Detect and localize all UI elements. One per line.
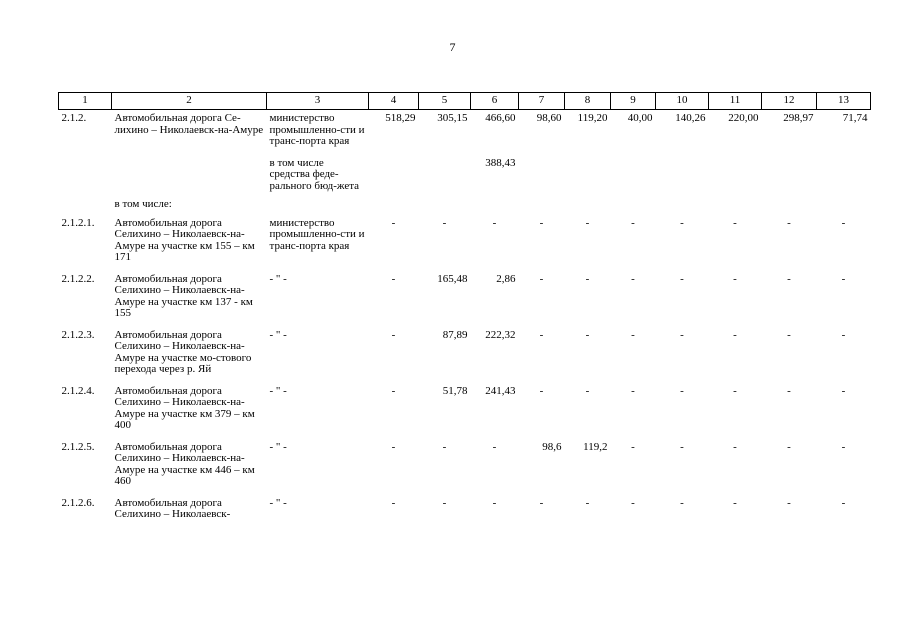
table-cell (762, 154, 817, 196)
table-cell (519, 195, 565, 214)
table-cell: - (787, 216, 791, 229)
table-cell: - (841, 384, 846, 397)
table-cell: 2.1.2. (61, 112, 87, 124)
column-header: 2 (112, 93, 267, 110)
table-cell: - (539, 496, 544, 509)
table-row (59, 382, 871, 438)
table-cell: 119,20 (577, 112, 608, 124)
table-cell: - (585, 272, 590, 285)
column-header: 9 (611, 93, 656, 110)
table-cell (565, 195, 611, 214)
table-cell: - (680, 272, 684, 285)
table-cell (709, 154, 762, 196)
table-cell: 98,60 (536, 112, 562, 124)
table-cell: - (631, 216, 635, 229)
table-cell (419, 154, 471, 196)
column-header: 5 (419, 93, 471, 110)
table-row (59, 326, 871, 382)
table-cell: Автомобильная дорога Се-лихино – Николаевск-на-Амуре (114, 112, 264, 136)
table-cell: 71,74 (842, 112, 868, 124)
table-row (59, 438, 871, 494)
table-cell: 2.1.2.1. (61, 216, 95, 229)
table-cell: Автомобильная дорога Селихино – Николаевск-на-Амуре на участке км 137 - км 155 (114, 272, 253, 319)
table-cell: - (787, 496, 791, 509)
table-cell: - (841, 272, 846, 285)
table-cell (656, 195, 709, 214)
table-cell (611, 154, 656, 196)
table-cell: - (733, 216, 737, 229)
table-cell: 140,26 (675, 112, 706, 124)
table-cell: 518,29 (385, 112, 416, 124)
table-cell: - (787, 440, 791, 453)
table-cell (565, 154, 611, 196)
table-cell: 40,00 (627, 112, 653, 124)
table-cell: - (631, 496, 635, 509)
column-header: 12 (762, 93, 817, 110)
table-cell: - " - (269, 328, 287, 341)
table-cell: 220,00 (728, 112, 759, 124)
table-cell: 241,43 (485, 384, 516, 397)
table-cell: - (787, 272, 791, 285)
table-cell: - (391, 272, 396, 285)
column-header: 1 (59, 93, 112, 110)
table-cell: - " - (269, 496, 287, 509)
table-header-row (59, 93, 871, 110)
table-cell: - (841, 216, 846, 229)
table-cell: - (442, 496, 447, 509)
table-cell: 98,6 (542, 440, 562, 453)
table-cell: - (631, 328, 635, 341)
table-cell (59, 154, 112, 196)
table-cell: 2.1.2.6. (61, 496, 95, 509)
table-cell: 2.1.2.4. (61, 384, 95, 397)
table-cell: - (391, 328, 396, 341)
table-cell: - " - (269, 440, 287, 453)
table-cell: 165,48 (437, 272, 468, 285)
table-cell: 222,32 (485, 328, 516, 341)
budget-table (58, 92, 871, 527)
table-cell: - " - (269, 384, 287, 397)
table-cell: Автомобильная дорога Селихино – Николаевск-на-Амуре на участке км 446 – км 460 (114, 440, 255, 487)
table-cell: - (492, 496, 497, 509)
table-cell: министерство промышленно-сти и транс-порта края (269, 216, 365, 252)
table-cell: - (841, 328, 846, 341)
table-body (59, 110, 871, 527)
table-row (59, 154, 871, 196)
table-cell: - (680, 328, 684, 341)
table-cell: - (733, 328, 737, 341)
table-cell: 2.1.2.5. (61, 440, 95, 453)
table-cell (611, 195, 656, 214)
table-row (59, 110, 871, 154)
table-cell: Автомобильная дорога Селихино – Николаевск- (114, 496, 231, 520)
table-row (59, 214, 871, 270)
table-cell (419, 195, 471, 214)
table-cell: 388,43 (485, 156, 516, 169)
table-cell: - (442, 216, 447, 229)
table-cell: - (585, 216, 590, 229)
table-cell: министерство промышленно-сти и транс-порта края (269, 112, 365, 147)
table-cell: - (585, 384, 590, 397)
column-header: 13 (817, 93, 871, 110)
column-header: 4 (369, 93, 419, 110)
table-cell: - (733, 384, 737, 397)
table-cell: 305,15 (437, 112, 468, 124)
table-cell: - (680, 384, 684, 397)
table-cell: в том числе средства феде-рального бюд-жета (269, 156, 360, 192)
table-cell: в том числе: (114, 198, 172, 210)
table-cell: - (391, 384, 396, 397)
table-cell (519, 154, 565, 196)
table-row (59, 270, 871, 326)
table-cell: - (539, 216, 544, 229)
table-cell: - (733, 496, 737, 509)
table-cell: - (841, 496, 846, 509)
table-cell: - (631, 272, 635, 285)
table-cell: 2,86 (496, 272, 516, 285)
table-cell: 51,78 (442, 384, 468, 397)
page-number: 7 (449, 40, 456, 54)
table-cell: - (585, 328, 590, 341)
table-cell (471, 195, 519, 214)
table-cell: - (680, 216, 684, 229)
table-cell: - (787, 384, 791, 397)
table-cell: - (442, 440, 447, 453)
column-header: 3 (267, 93, 369, 110)
column-header: 11 (709, 93, 762, 110)
table-cell: - (733, 440, 737, 453)
table-row (59, 494, 871, 527)
table-cell: - (841, 440, 846, 453)
table-cell: 119,2 (583, 440, 608, 453)
table-cell: - " - (269, 272, 287, 285)
table-cell (369, 195, 419, 214)
table-cell (709, 195, 762, 214)
table-cell (656, 154, 709, 196)
table-cell (817, 154, 871, 196)
table-cell: Автомобильная дорога Селихино – Николаевск-на-Амуре на участке мо-стового перехода через р. Яй (114, 328, 252, 375)
table-cell: - (585, 496, 590, 509)
table-cell: - (733, 272, 737, 285)
table-cell (817, 195, 871, 214)
column-header: 7 (519, 93, 565, 110)
table-cell: - (391, 216, 396, 229)
table-cell: - (391, 496, 396, 509)
table-cell: 466,60 (485, 112, 516, 124)
table-cell (369, 154, 419, 196)
column-header: 10 (656, 93, 709, 110)
table-cell: - (631, 384, 635, 397)
table-cell: Автомобильная дорога Селихино – Николаевск-на-Амуре на участке км 379 – км 400 (114, 384, 255, 431)
table-cell: - (539, 384, 544, 397)
table-cell: - (680, 440, 684, 453)
column-header: 8 (565, 93, 611, 110)
table-cell: - (787, 328, 791, 341)
table-cell: - (680, 496, 684, 509)
column-header: 6 (471, 93, 519, 110)
table-cell (762, 195, 817, 214)
table-cell (59, 195, 112, 214)
table-cell: - (492, 440, 497, 453)
table-cell (267, 195, 369, 214)
table-row (59, 195, 871, 214)
table-cell (112, 154, 267, 196)
table-cell: 87,89 (442, 328, 468, 341)
table-cell: - (539, 328, 544, 341)
table-cell: - (631, 440, 635, 453)
table-cell: - (539, 272, 544, 285)
table-cell: 2.1.2.2. (61, 272, 95, 285)
table-cell: Автомобильная дорога Селихино – Николаевск-на-Амуре на участке км 155 – км 171 (114, 216, 255, 263)
table-cell: - (391, 440, 396, 453)
table-cell: 298,97 (783, 112, 814, 124)
table-cell: - (492, 216, 497, 229)
table-cell: 2.1.2.3. (61, 328, 95, 341)
